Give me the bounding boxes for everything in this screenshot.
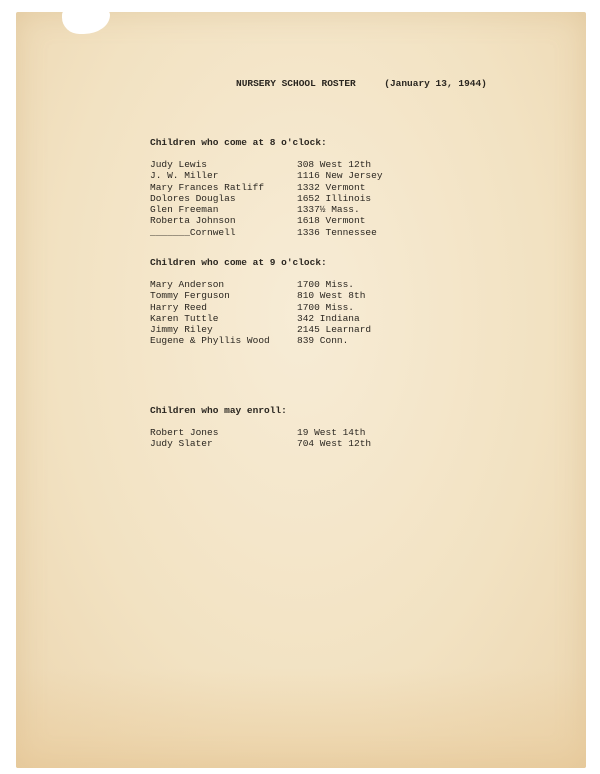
child-address: 839 Conn. [297, 335, 349, 347]
child-address: 342 Indiana [297, 312, 360, 324]
child-name: Judy Lewis [150, 159, 208, 170]
child-name: Judy Slater [150, 438, 213, 450]
document-date: (January 13, 1944) [384, 78, 487, 89]
child-address: 1337½ Mass. [297, 204, 360, 216]
roster-row [150, 279, 450, 290]
child-name: Eugene & Phyllis Wood [150, 335, 270, 347]
roster-row [150, 302, 450, 313]
section-heading: Children who may enroll: [150, 405, 287, 416]
child-address: 1618 Vermont [297, 215, 366, 227]
child-name: J. W. Miller [150, 170, 219, 182]
roster-row [150, 290, 450, 301]
roster-row [150, 438, 450, 449]
child-address: 704 West 12th [297, 438, 372, 450]
child-address: 2145 Learnard [297, 324, 372, 336]
section-heading: Children who come at 8 o'clock: [150, 137, 327, 148]
section-may-enroll [150, 405, 450, 450]
roster-row [150, 159, 450, 170]
child-name: Robert Jones [150, 427, 219, 438]
child-address: 19 West 14th [297, 427, 366, 438]
roster-row [150, 335, 450, 346]
child-address: 1652 Illinois [297, 192, 372, 204]
child-address: 810 West 8th [297, 290, 366, 302]
roster-row [150, 182, 450, 193]
child-name: Tommy Ferguson [150, 290, 230, 302]
section-8-oclock [150, 137, 450, 238]
child-name: _______Cornwell [150, 226, 236, 238]
roster-row [150, 313, 450, 324]
child-name: Jimmy Riley [150, 324, 213, 336]
child-name: Mary Anderson [150, 279, 225, 290]
paper-sheet [16, 12, 586, 768]
roster-row [150, 427, 450, 438]
child-name: Mary Frances Ratliff [150, 181, 265, 193]
roster-row [150, 227, 450, 238]
child-name: Dolores Douglas [150, 192, 236, 204]
child-address: 1336 Tennessee [297, 226, 377, 238]
child-address: 1116 New Jersey [297, 170, 383, 182]
child-address: 1332 Vermont [297, 181, 366, 193]
child-address: 1700 Miss. [297, 279, 355, 290]
roster-row [150, 193, 450, 204]
roster-row [150, 215, 450, 226]
child-address: 308 West 12th [297, 159, 372, 170]
roster-row [150, 170, 450, 181]
roster-row [150, 324, 450, 335]
child-name: Glen Freeman [150, 204, 219, 216]
section-9-oclock [150, 257, 450, 347]
roster-row [150, 204, 450, 215]
document-title: NURSERY SCHOOL ROSTER [236, 78, 356, 89]
child-name: Roberta Johnson [150, 215, 236, 227]
child-name: Harry Reed [150, 301, 208, 313]
section-heading: Children who come at 9 o'clock: [150, 257, 327, 268]
document-header [236, 78, 487, 89]
child-name: Karen Tuttle [150, 312, 219, 324]
child-address: 1700 Miss. [297, 301, 355, 313]
